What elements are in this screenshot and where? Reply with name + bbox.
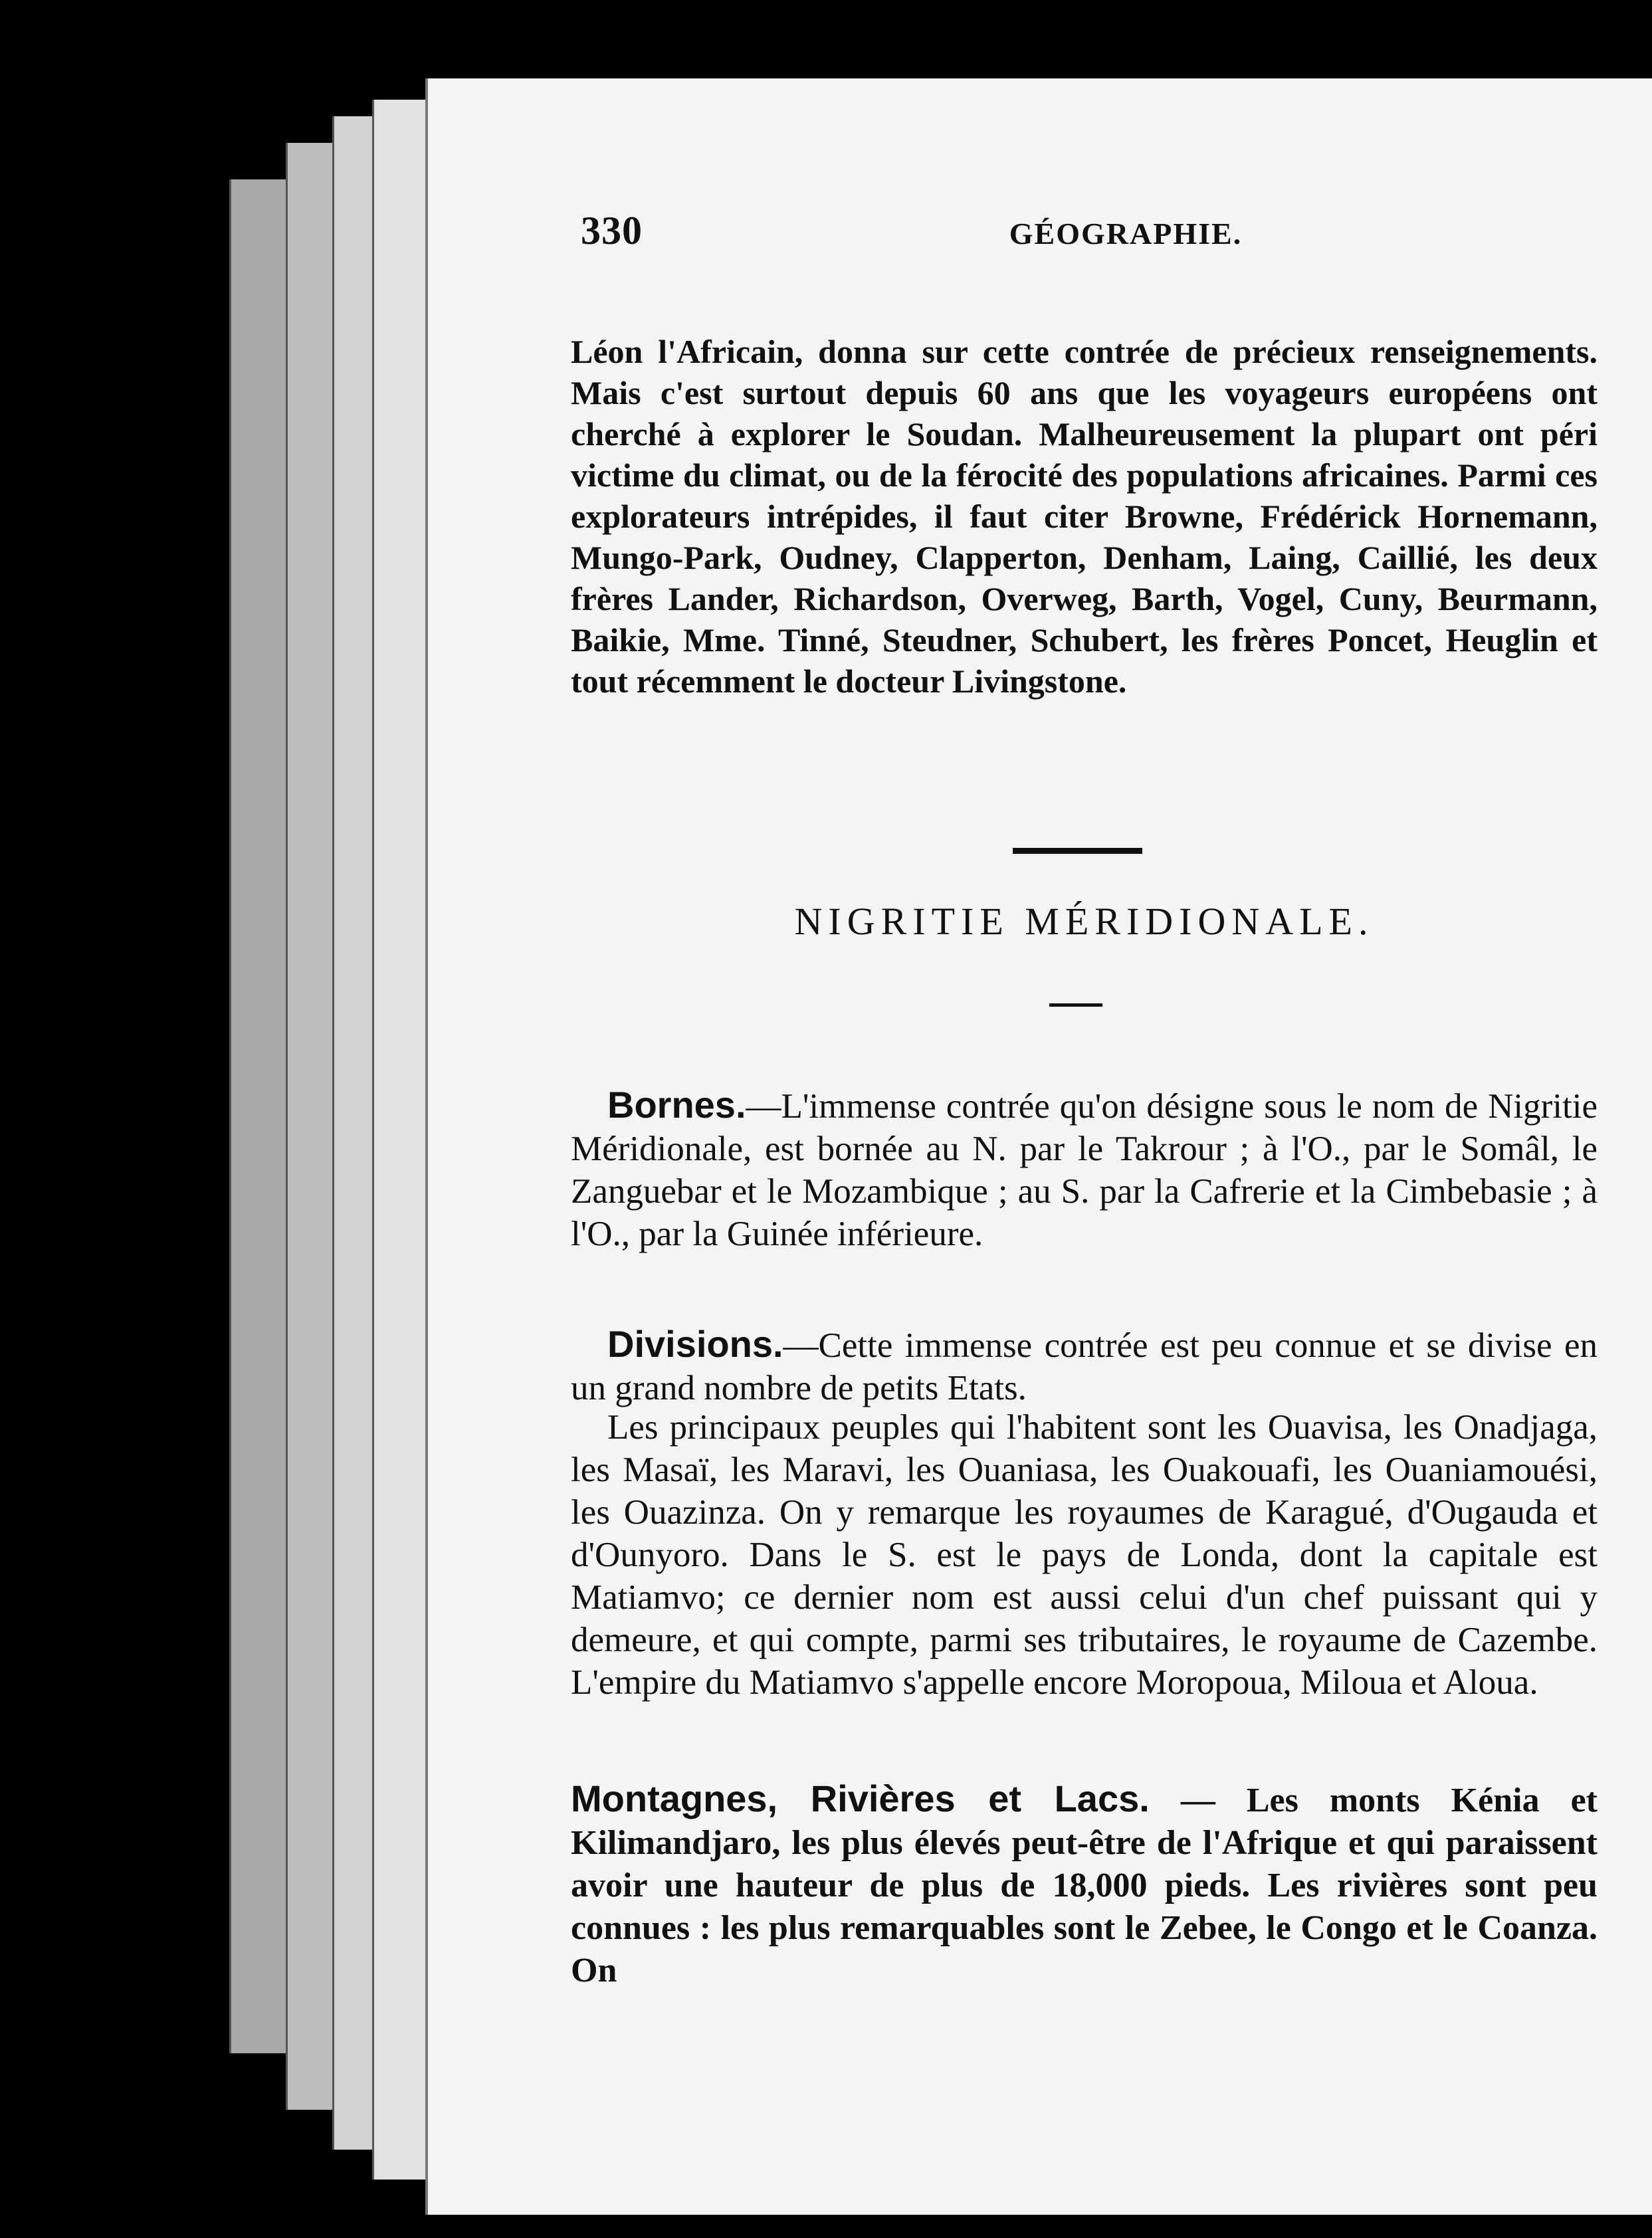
runin-heading-montagnes: Montagnes, Rivières et Lacs.	[571, 1778, 1150, 1819]
title-underline	[1049, 1003, 1102, 1007]
section-title: NIGRITIE MÉRIDIONALE.	[794, 900, 1374, 943]
paragraph-explorers: Léon l'Africain, donna sur cette contrée de précieux renseignements. Mais c'est surtout depuis 60 ans que les voyageurs européens ont cherché à explorer le Soudan. Malheureusement la plupart ont péri victime du climat, ou de la férocité des populations africaines. Parmi ces explorateurs intrépides, il faut citer Browne, Frédérick Hornemann, Mungo-Park, Oudney, Clapperton, Denham, Laing, Caillié, les deux frères Lander, Richardson, Overweg, Barth, Vogel, Cuny, Beurmann, Baikie, Mme. Tinné, Steudner, Schubert, les frères Poncet, Heuglin et tout récemment le docteur Livingstone.	[571, 333, 1598, 700]
book-page	[425, 78, 1652, 2215]
paragraph-peuples: Les principaux peuples qui l'habitent sont les Ouavisa, les Onadjaga, les Masaï, les Maravi, les Ouaniasa, les Ouakouafi, les Ouaniamouési, les Ouazinza. On y remarque les royaumes de Karagué, d'Ougauda et d'Ounyoro. Dans le S. est le pays de Londa, dont la capitale est Matiamvo; ce dernier nom est aussi celui d'un chef puissant qui y demeure, et qui compte, parmi ses tributaires, le royaume de Cazembe. L'empire du Matiamvo s'appelle encore Moropoua, Miloua et Aloua.	[571, 1408, 1598, 1702]
runin-heading-bornes: Bornes.	[607, 1084, 746, 1126]
bornes-text: —L'immense contrée qu'on désigne sous le nom de Nigritie Méridionale, est bornée au N. par le Takrour ; à l'O., par le Somâl, le Zanguebar et le Mozambique ; au S. par la Cafrerie et la Cimbebasie ; à l'O., par la Guinée inférieure.	[571, 1087, 1598, 1253]
divisions-text: —Cette immense contrée est peu connue et se divise en un grand nombre de petits Etats.	[571, 1326, 1598, 1407]
section-divider	[1013, 848, 1142, 854]
paragraph-bornes	[571, 1084, 1598, 1255]
running-title: GÉOGRAPHIE.	[1009, 217, 1243, 251]
paragraph-montagnes	[571, 1778, 1598, 1992]
paragraph-divisions	[571, 1323, 1598, 1409]
runin-heading-divisions: Divisions.	[607, 1323, 783, 1365]
page-number: 330	[581, 209, 643, 253]
running-head	[581, 208, 1591, 268]
montagnes-text: — Les monts Kénia et Kilimandjaro, les plus élevés peut-être de l'Afrique et qui paraissent avoir une hauteur de plus de 18,000 pieds. Les rivières sont peu connues : les plus remarquables sont le Zebee, le Congo et le Coanza. On	[571, 1781, 1598, 1989]
